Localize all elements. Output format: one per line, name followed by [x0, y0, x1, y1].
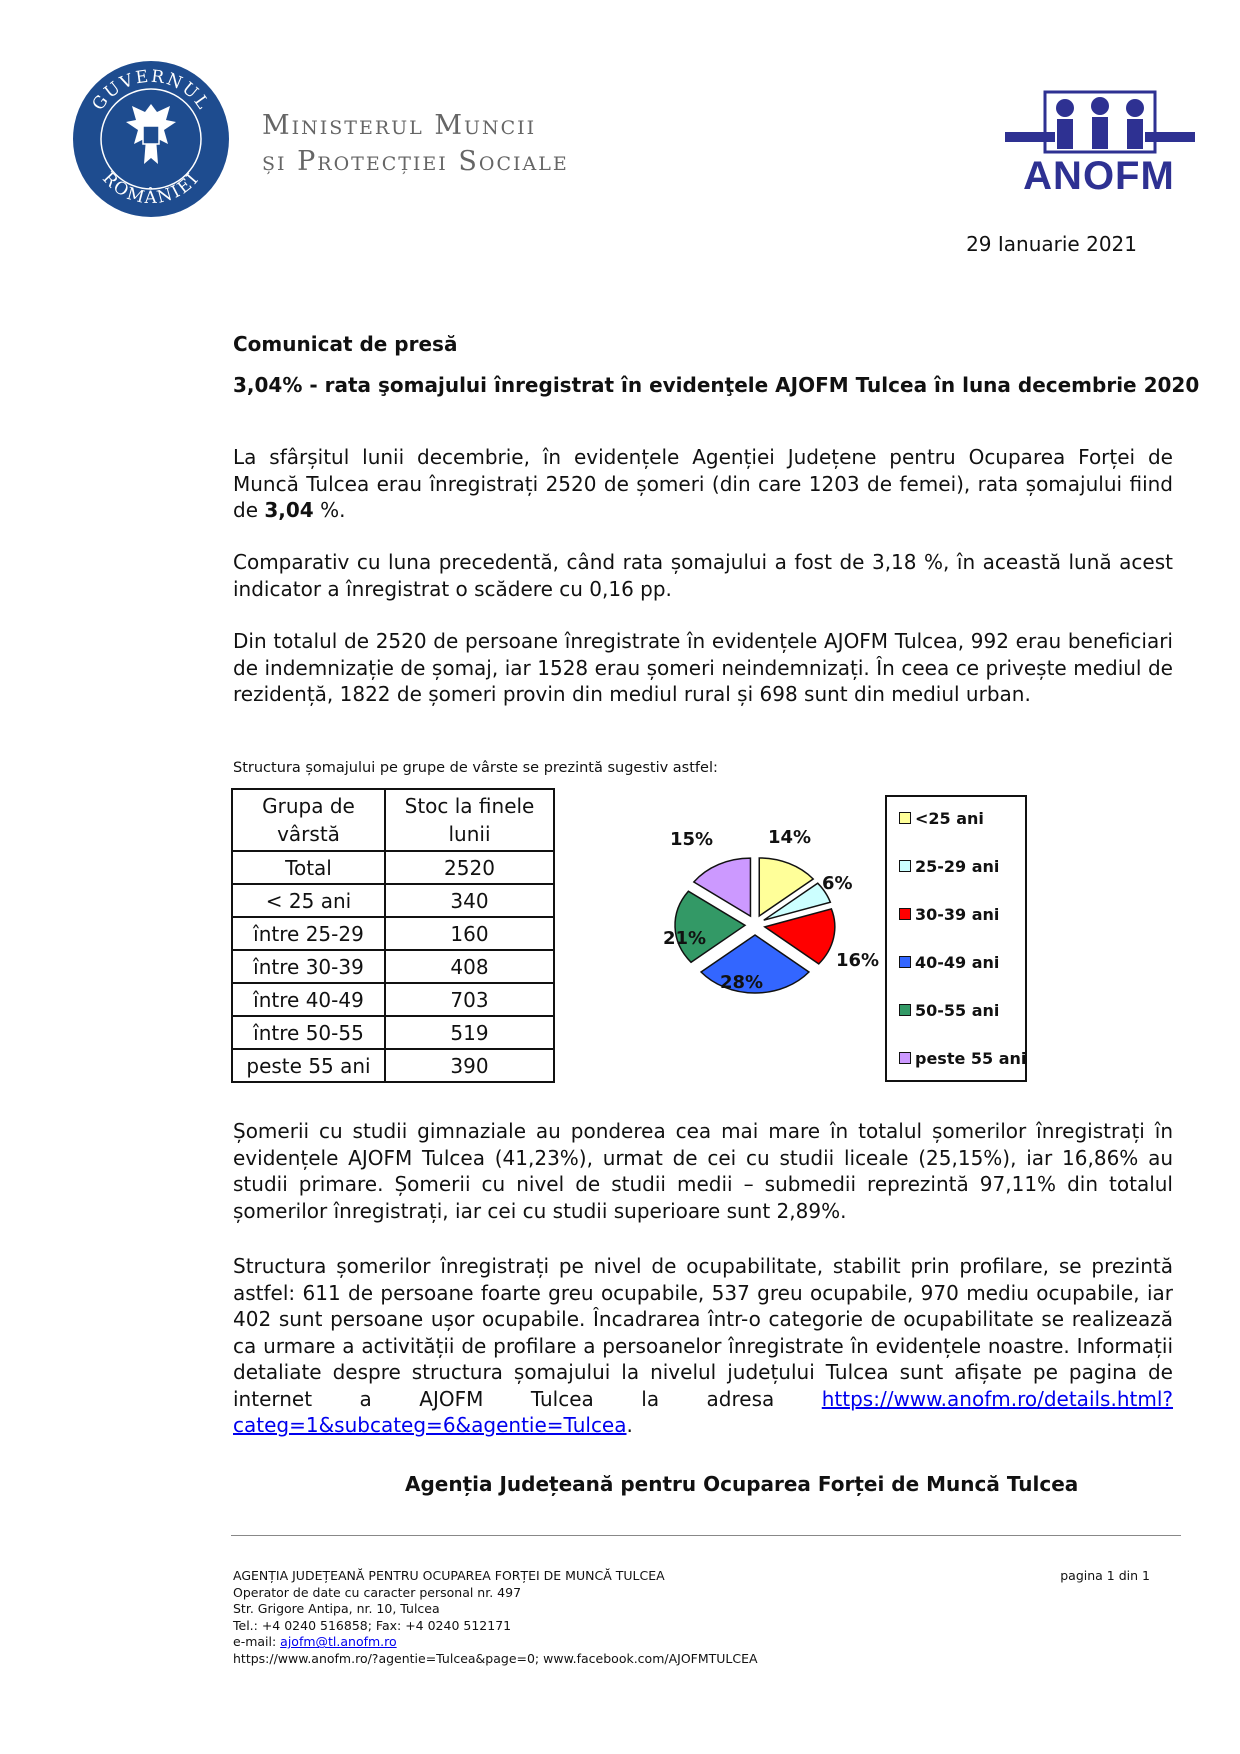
- footer-agency-name: AGENȚIA JUDEȚEANĂ PENTRU OCUPAREA FORȚEI DE MUNCĂ TULCEA: [233, 1568, 665, 1583]
- legend-swatch: [899, 860, 911, 872]
- svg-text:GUVERNUL: GUVERNUL: [88, 66, 214, 115]
- table-cell-group: Total: [232, 851, 385, 884]
- legend-item: 40-49 ani: [899, 953, 999, 972]
- pie-legend: [885, 795, 1027, 1082]
- table-cell-group: < 25 ani: [232, 884, 385, 917]
- paragraph-education: Șomerii cu studii gimnaziale au ponderea cea mai mare în totalul șomerilor înregistrați în evidențele AJOFM Tulcea (41,23%), urmat de cei cu studii liceale (25,15%), iar 16,86% au studii primare. Șomerii cu nivel de studii medii – submedii reprezintă 97,11% din totalul șomerilor înregistrați, iar cei cu studii superioare sunt 2,89%.: [233, 1119, 1173, 1223]
- ministry-name: [262, 108, 569, 180]
- footer-phone: Tel.: +4 0240 516858; Fax: +4 0240 512171: [233, 1617, 512, 1633]
- table-row: [232, 884, 554, 917]
- table-cell-value: 2520: [385, 851, 554, 884]
- paragraph-breakdown: Din totalul de 2520 de persoane înregistrate în evidențele AJOFM Tulcea, 992 erau beneficiari de indemnizație de șomaj, iar 1528 erau șomeri neindemnizați. În ceea ce privește mediul de rezidență, 1822 de șomeri provin din mediul rural și 698 sunt din mediul urban.: [233, 629, 1173, 706]
- footer-operator: Operator de date cu caracter personal nr. 497: [233, 1584, 522, 1600]
- legend-item: 30-39 ani: [899, 905, 999, 924]
- press-release-label: Comunicat de presă: [233, 332, 458, 356]
- table-cell-value: 390: [385, 1049, 554, 1082]
- legend-swatch: [899, 908, 911, 920]
- table-cell-value: 340: [385, 884, 554, 917]
- table-row: [232, 983, 554, 1016]
- table-cell-value: 703: [385, 983, 554, 1016]
- legend-item: <25 ani: [899, 809, 984, 828]
- table-cell-value: 519: [385, 1016, 554, 1049]
- table-cell-value: 160: [385, 917, 554, 950]
- document-date: 29 Ianuarie 2021: [966, 232, 1137, 256]
- ministry-line-1: Ministerul Muncii: [262, 110, 537, 141]
- table-cell-value: 408: [385, 950, 554, 983]
- table-cell-group: între 40-49: [232, 983, 385, 1016]
- footer-address: Str. Grigore Antipa, nr. 10, Tulcea: [233, 1601, 440, 1617]
- legend-item: 25-29 ani: [899, 857, 999, 876]
- footer-divider: [231, 1535, 1181, 1536]
- press-release-headline: 3,04% - rata şomajului înregistrat în evidenţele AJOFM Tulcea în luna decembrie 2020: [233, 373, 1200, 397]
- svg-text:ROMÂNIEI: ROMÂNIEI: [98, 168, 204, 209]
- table-cell-group: între 25-29: [232, 917, 385, 950]
- legend-item: 50-55 ani: [899, 1001, 999, 1020]
- pie-label-40-49: 28%: [720, 972, 764, 993]
- legend-swatch: [899, 956, 911, 968]
- table-row: [232, 917, 554, 950]
- table-cell-group: între 50-55: [232, 1016, 385, 1049]
- pie-label-30-39: 16%: [836, 950, 880, 971]
- table-row: [232, 1016, 554, 1049]
- footer-email-row: e-mail: ajofm@tl.anofm.ro: [233, 1634, 397, 1650]
- footer-email-link[interactable]: ajofm@tl.anofm.ro: [280, 1634, 397, 1650]
- paragraph-comparison: Comparativ cu luna precedentă, când rata șomajului a fost de 3,18 %, în această lună acest indicator a înregistrat o scădere cu 0,16 pp.: [233, 550, 1173, 601]
- legend-swatch: [899, 1004, 911, 1016]
- page-number: pagina 1 din 1: [1060, 1568, 1150, 1583]
- table-header-stock: Stoc la finele lunii: [385, 789, 554, 851]
- table-row: [232, 1049, 554, 1082]
- pie-label-lt25: 14%: [768, 827, 812, 848]
- table-row: [232, 851, 554, 884]
- table-row: [232, 950, 554, 983]
- anofm-wordmark: ANOFM: [1023, 154, 1175, 198]
- ministry-line-2: și Protecției Sociale: [262, 146, 569, 177]
- legend-swatch: [899, 1052, 911, 1064]
- table-cell-group: peste 55 ani: [232, 1049, 385, 1082]
- pie-label-25-29: 6%: [822, 873, 853, 894]
- paragraph-employability: Structura șomerilor înregistrați pe nivel de ocupabilitate, stabilit prin profilare, se prezintă astfel: 611 de persoane foarte greu ocupabile, 537 greu ocupabile, 970 mediu ocupabile, iar 402 sunt persoane ușor ocupabile. Încadrarea într-o categorie de ocupabilitate se realizează ca urmare a activității de profilare a persoanelor înregistrate în evidențele noastre. Informații detaliate despre structura șomajului la nivelul județului Tulcea sunt afișate pe pagina de internet a AJOFM Tulcea la adresa https://www.anofm.ro/details.html?categ=1&subcateg=6&agentie=Tulcea.: [233, 1254, 1173, 1437]
- footer-contact: [233, 1568, 758, 1668]
- legend-swatch: [899, 812, 911, 824]
- legend-item: peste 55 ani: [899, 1049, 1026, 1068]
- age-group-table: [231, 788, 555, 1083]
- footer-web: https://www.anofm.ro/?agentie=Tulcea&page=0; www.facebook.com/AJOFMTULCEA: [233, 1650, 758, 1666]
- pie-label-50-55: 21%: [663, 928, 707, 949]
- table-cell-group: între 30-39: [232, 950, 385, 983]
- table-header-age-group: Grupa de vârstă: [232, 789, 385, 851]
- anofm-details-link[interactable]: https://www.anofm.ro/details.html?categ=1&subcateg=6&agentie=Tulcea: [233, 1386, 1173, 1437]
- pie-label-gt55: 15%: [670, 829, 714, 850]
- government-seal-logo: [72, 60, 230, 218]
- agency-signature: Agenția Județeană pentru Ocuparea Forței de Muncă Tulcea: [405, 1472, 1079, 1496]
- age-structure-caption: Structura șomajului pe grupe de vârste se prezintă sugestiv astfel:: [233, 760, 718, 776]
- paragraph-unemployment-total: La sfârșitul lunii decembrie, în evidențele Agenției Județene pentru Ocuparea Forței de Muncă Tulcea erau înregistrați 2520 de șomeri (din care 1203 de femei), rata șomajului fiind de 3,04 %.: [233, 445, 1173, 522]
